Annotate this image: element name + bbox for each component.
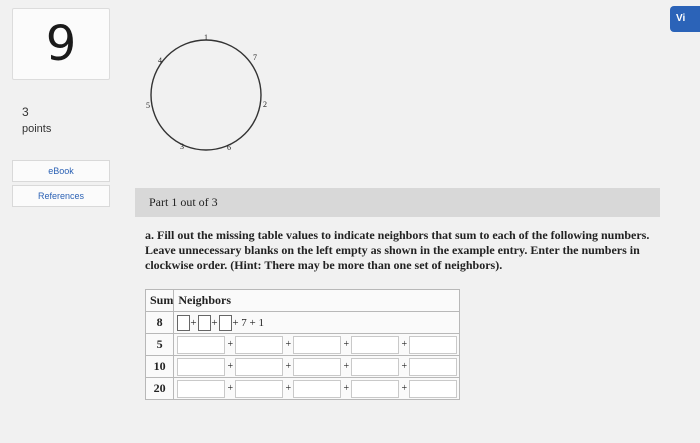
row-sum: 20	[146, 378, 174, 400]
circle-label: 2	[263, 100, 267, 109]
example-blank-box	[177, 315, 190, 331]
neighbor-input[interactable]	[235, 380, 283, 398]
plus-sign: +	[285, 339, 292, 350]
neighbor-input[interactable]	[351, 336, 399, 354]
plus-sign: +	[227, 383, 234, 394]
plus-sign: +	[227, 361, 234, 372]
neighbor-input[interactable]	[177, 358, 225, 376]
example-blank-box	[198, 315, 211, 331]
question-number-card	[12, 8, 110, 80]
example-tail: + 7 + 1	[232, 316, 265, 329]
circle-label: 6	[227, 143, 231, 152]
sum-header: Sum	[146, 290, 174, 312]
points-block	[22, 105, 51, 135]
neighbor-input[interactable]	[351, 380, 399, 398]
example-blank-box	[219, 315, 232, 331]
circle-label: 4	[158, 56, 162, 65]
table-row	[146, 378, 460, 400]
plus-sign: +	[227, 339, 234, 350]
part-header	[135, 188, 660, 217]
neighbor-input[interactable]	[235, 336, 283, 354]
table-row	[146, 356, 460, 378]
plus-sign: +	[211, 316, 218, 329]
plus-sign: +	[343, 361, 350, 372]
neighbor-input[interactable]	[293, 380, 341, 398]
circle-label: 7	[253, 53, 257, 62]
part-title: Part 1 out of 3	[149, 195, 218, 209]
neighbor-input[interactable]	[177, 336, 225, 354]
instructions-text: a. Fill out the missing table values to indicate neighbors that sum to each of the following numbers. Leave unnecessary blanks on the left empty as shown in the example entry. Enter the numbers in clockwise order. (Hint: There may be more than one set of neighbors).	[145, 228, 650, 272]
question-number: 9	[45, 16, 77, 72]
circle-label: 3	[180, 142, 184, 151]
neighbor-input[interactable]	[351, 358, 399, 376]
plus-sign: +	[343, 383, 350, 394]
neighbors-table	[145, 289, 460, 400]
row-sum: 10	[146, 356, 174, 378]
plus-sign: +	[401, 339, 408, 350]
neighbor-input[interactable]	[409, 358, 457, 376]
neighbor-input[interactable]	[409, 336, 457, 354]
table-row	[146, 334, 460, 356]
row-sum: 5	[146, 334, 174, 356]
neighbor-input[interactable]	[177, 380, 225, 398]
references-button[interactable]: References	[12, 185, 110, 207]
plus-sign: +	[285, 361, 292, 372]
neighbor-input[interactable]	[235, 358, 283, 376]
circle-label: 1	[204, 33, 208, 42]
example-row	[146, 312, 460, 334]
circle-label: 5	[146, 101, 150, 110]
ebook-button[interactable]: eBook	[12, 160, 110, 182]
neighbor-input[interactable]	[293, 336, 341, 354]
plus-sign: +	[343, 339, 350, 350]
example-sum: 8	[146, 312, 174, 334]
points-label: points	[22, 123, 52, 135]
plus-sign: +	[285, 383, 292, 394]
neighbors-header: Neighbors	[174, 290, 460, 312]
plus-sign: +	[401, 361, 408, 372]
circle-outline	[151, 40, 261, 150]
points-value: 3	[22, 105, 29, 119]
view-button[interactable]: Vi	[670, 6, 700, 32]
plus-sign: +	[401, 383, 408, 394]
neighbor-input[interactable]	[409, 380, 457, 398]
neighbor-input[interactable]	[293, 358, 341, 376]
plus-sign: +	[190, 316, 197, 329]
number-circle-diagram	[136, 28, 276, 158]
